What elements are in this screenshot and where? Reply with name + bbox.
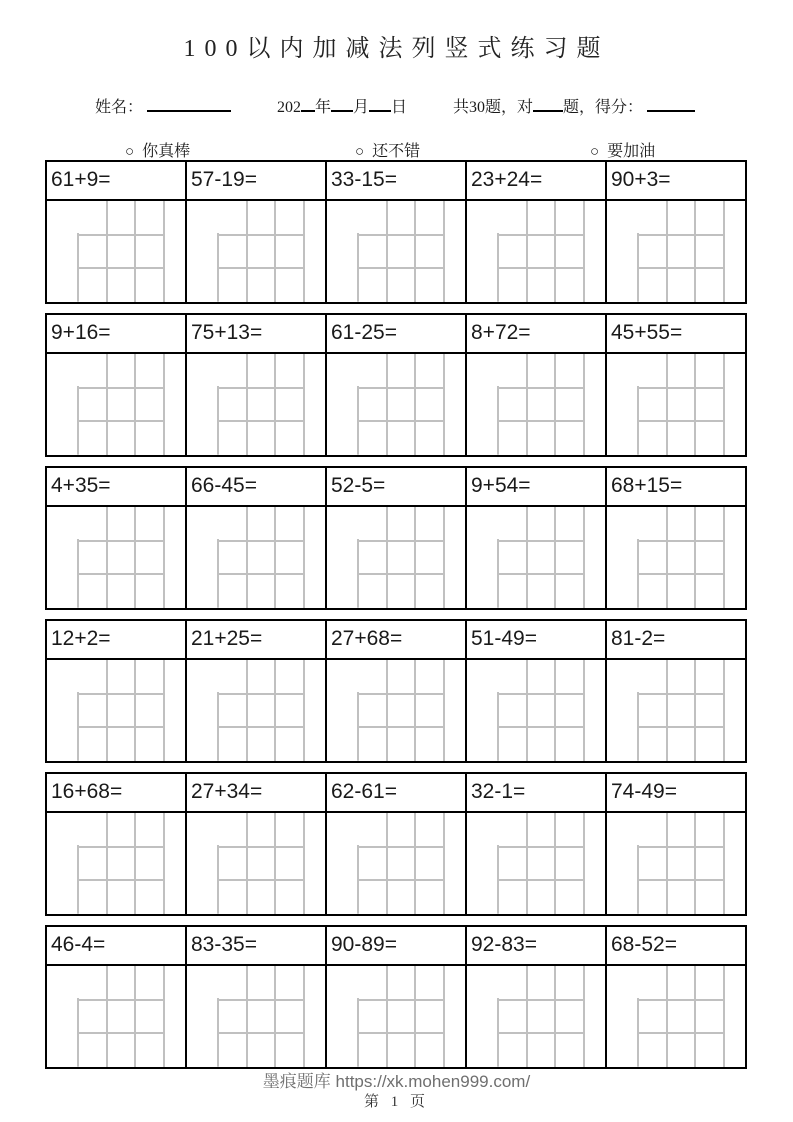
answer-cell: [187, 966, 327, 1067]
problems-row: [47, 621, 745, 660]
year-unit: 年: [314, 99, 331, 116]
vertical-calc-grid: [467, 966, 605, 1067]
vertical-calc-grid: [467, 507, 605, 608]
answer-cell: [607, 660, 745, 761]
problem-label: 45+55=: [611, 321, 683, 344]
answer-cell: [327, 966, 467, 1067]
answer-cell: [327, 201, 467, 302]
answer-cell: [607, 966, 745, 1067]
problem-group-row: [45, 466, 747, 610]
answers-row: [47, 966, 745, 1067]
answer-cell: [607, 201, 745, 302]
problem-label: 27+68=: [327, 621, 467, 658]
problem-label: 68+15=: [611, 474, 683, 497]
header-line: [95, 94, 695, 117]
problem-group-row: [45, 619, 747, 763]
problem-label: 75+13=: [187, 315, 327, 352]
vertical-calc-grid: [467, 660, 605, 761]
problem-label: 16+68=: [47, 774, 187, 811]
answer-cell: [187, 354, 327, 455]
problem-label: 90+3=: [611, 168, 671, 191]
problem-label: 46-4=: [47, 927, 187, 964]
watermark: 墨痕题库 https://xk.mohen999.com/: [262, 1072, 531, 1091]
year-blank: [301, 95, 315, 112]
answer-cell: [327, 813, 467, 914]
answer-cell: [467, 507, 607, 608]
problem-label: 61+9=: [47, 162, 187, 199]
rating-label: 你真棒: [142, 143, 191, 160]
vertical-calc-grid: [47, 201, 185, 302]
answer-cell: [327, 354, 467, 455]
vertical-calc-grid: [327, 354, 465, 455]
score-section: [453, 94, 695, 117]
problem-label: 52-5=: [327, 468, 467, 505]
problem-label: 83-35=: [187, 927, 327, 964]
problem-label: 23+24=: [467, 162, 607, 199]
date-section: [277, 94, 407, 117]
vertical-calc-grid: [47, 354, 185, 455]
answers-row: [47, 354, 745, 455]
rating-label: 要加油: [607, 143, 656, 160]
rating-option-great: [125, 138, 190, 161]
problem-label: 51-49=: [467, 621, 607, 658]
vertical-calc-grid: [327, 813, 465, 914]
problem-group-row: [45, 925, 747, 1069]
problems-row: [47, 468, 745, 507]
answer-cell: [47, 966, 187, 1067]
answer-cell: [47, 660, 187, 761]
problem-label: 4+35=: [47, 468, 187, 505]
problems-row: [47, 315, 745, 354]
vertical-calc-grid: [467, 813, 605, 914]
name-section: [95, 94, 231, 117]
month-blank: [331, 95, 353, 112]
problem-label: 32-1=: [467, 774, 607, 811]
circle-icon: ○: [590, 144, 600, 160]
correct-count-blank: [533, 95, 563, 112]
answer-cell: [327, 660, 467, 761]
vertical-calc-grid: [187, 966, 325, 1067]
problems-row: [47, 162, 745, 201]
answers-row: [47, 507, 745, 608]
day-blank: [369, 95, 391, 112]
vertical-calc-grid: [327, 660, 465, 761]
vertical-calc-grid: [47, 813, 185, 914]
answer-cell: [47, 813, 187, 914]
name-blank: [147, 95, 231, 112]
problem-group-row: [45, 160, 747, 304]
month-unit: 月: [352, 99, 369, 116]
problem-group-row: [45, 772, 747, 916]
problem-label: 92-83=: [467, 927, 607, 964]
answers-row: [47, 201, 745, 302]
vertical-calc-grid: [187, 201, 325, 302]
name-label: 姓名：: [95, 99, 144, 116]
problems-row: [47, 774, 745, 813]
problem-label: 61-25=: [327, 315, 467, 352]
answer-cell: [467, 201, 607, 302]
vertical-calc-grid: [327, 507, 465, 608]
answer-cell: [187, 507, 327, 608]
answer-cell: [47, 201, 187, 302]
worksheet-table: [45, 160, 747, 1078]
total-label: 共30题，对: [452, 99, 533, 116]
problem-label: 9+54=: [467, 468, 607, 505]
problem-group-row: [45, 313, 747, 457]
vertical-calc-grid: [607, 660, 745, 761]
answer-cell: [607, 354, 745, 455]
ratings-row: [0, 138, 793, 158]
answer-cell: [607, 813, 745, 914]
answer-cell: [187, 813, 327, 914]
answer-cell: [467, 660, 607, 761]
vertical-calc-grid: [47, 507, 185, 608]
answer-cell: [467, 966, 607, 1067]
problem-label: 57-19=: [187, 162, 327, 199]
rating-option-effort: [590, 138, 655, 161]
problem-label: 62-61=: [327, 774, 467, 811]
answer-cell: [47, 354, 187, 455]
problem-label: 33-15=: [327, 162, 467, 199]
problem-label: 21+25=: [187, 621, 327, 658]
answers-row: [47, 660, 745, 761]
problem-label: 12+2=: [47, 621, 187, 658]
vertical-calc-grid: [47, 966, 185, 1067]
circle-icon: ○: [355, 144, 365, 160]
circle-icon: ○: [125, 144, 135, 160]
vertical-calc-grid: [187, 813, 325, 914]
rating-option-good: [355, 138, 420, 161]
answer-cell: [327, 507, 467, 608]
problem-label: 9+16=: [47, 315, 187, 352]
vertical-calc-grid: [607, 507, 745, 608]
problem-label: 8+72=: [467, 315, 607, 352]
vertical-calc-grid: [327, 201, 465, 302]
problem-label: 74-49=: [611, 780, 677, 803]
page-title: 100以内加减法列竖式练习题: [183, 36, 610, 62]
answer-cell: [187, 201, 327, 302]
vertical-calc-grid: [607, 966, 745, 1067]
answers-row: [47, 813, 745, 914]
vertical-calc-grid: [607, 201, 745, 302]
answer-cell: [47, 507, 187, 608]
vertical-calc-grid: [467, 201, 605, 302]
vertical-calc-grid: [187, 660, 325, 761]
answer-cell: [467, 813, 607, 914]
score-label: 题，得分：: [562, 99, 643, 116]
vertical-calc-grid: [607, 813, 745, 914]
rating-label: 还不错: [372, 143, 421, 160]
answer-cell: [467, 354, 607, 455]
page-number: 第 1 页: [363, 1094, 429, 1110]
answer-cell: [607, 507, 745, 608]
day-unit: 日: [391, 99, 408, 116]
problem-label: 27+34=: [187, 774, 327, 811]
vertical-calc-grid: [47, 660, 185, 761]
score-blank: [647, 95, 695, 112]
year-prefix: 202: [276, 99, 301, 116]
vertical-calc-grid: [187, 354, 325, 455]
vertical-calc-grid: [187, 507, 325, 608]
vertical-calc-grid: [327, 966, 465, 1067]
problem-label: 90-89=: [327, 927, 467, 964]
problem-label: 68-52=: [611, 933, 677, 956]
problem-label: 81-2=: [611, 627, 666, 650]
problems-row: [47, 927, 745, 966]
answer-cell: [187, 660, 327, 761]
vertical-calc-grid: [607, 354, 745, 455]
problem-label: 66-45=: [187, 468, 327, 505]
vertical-calc-grid: [467, 354, 605, 455]
